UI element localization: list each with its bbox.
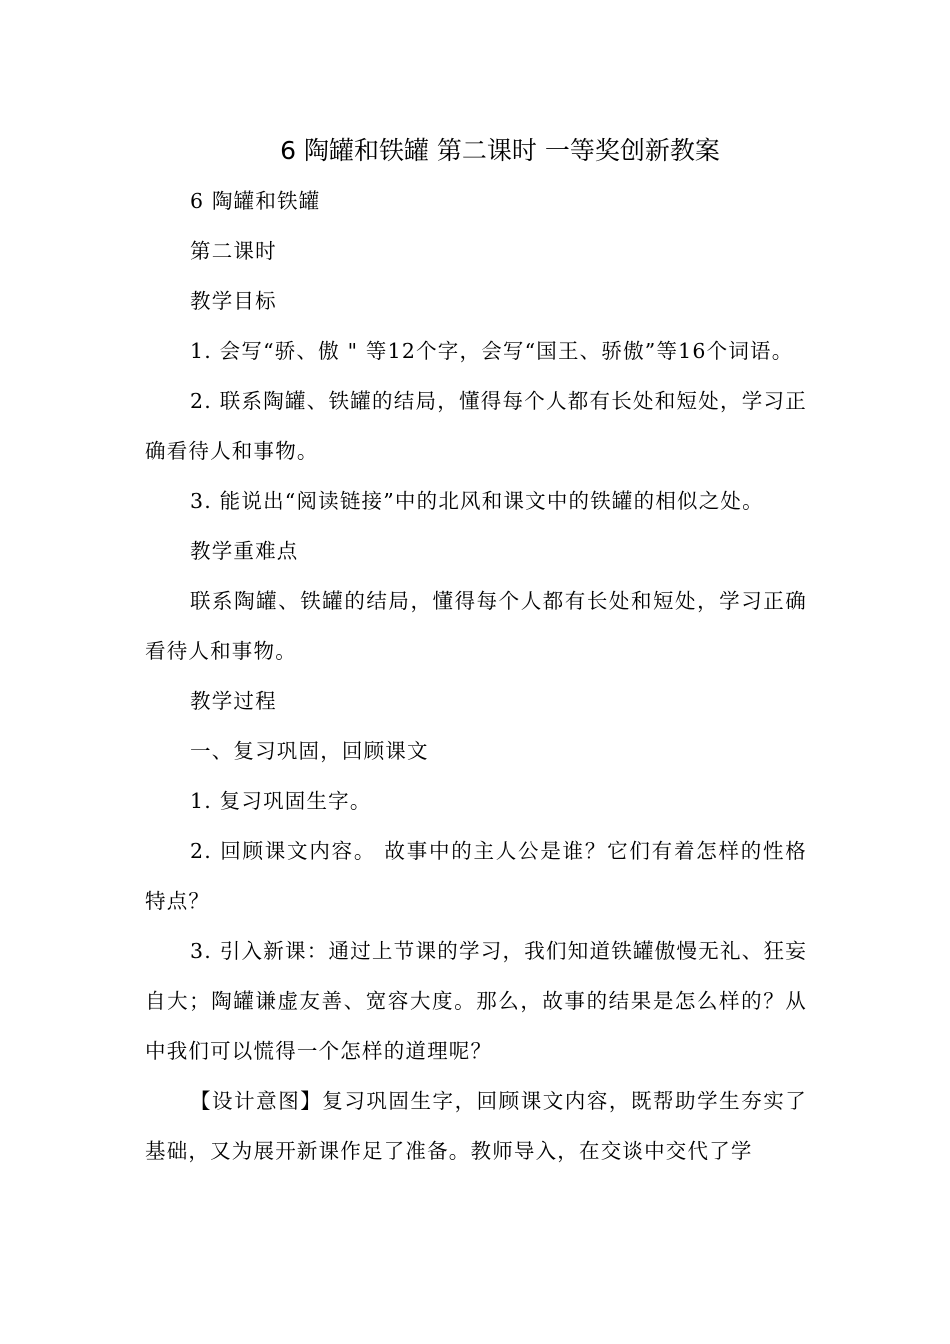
paragraph-key-points: 联系陶罐、铁罐的结局，懂得每个人都有长处和短处，学习正确看待人和事物。 [145,589,807,663]
paragraph-step-2: 2. 回顾课文内容。 故事中的主人公是谁？它们有着怎样的性格特点？ [145,839,807,913]
paragraph-goal-3: 3. 能说出“阅读链接”中的北风和课文中的铁罐的相似之处。 [190,489,764,513]
paragraph-goals-heading: 教学目标 [190,289,277,313]
paragraph-goal-1: 1. 会写“骄、傲 " 等12个字，会写“国王、骄傲”等16个词语。 [190,339,794,363]
paragraph-goal-2: 2. 联系陶罐、铁罐的结局，懂得每个人都有长处和短处，学习正确看待人和事物。 [145,389,807,463]
paragraph-period: 第二课时 [190,239,277,263]
document-body [145,176,807,1176]
paragraph-step-1: 1. 复习巩固生字。 [190,789,372,813]
paragraph-step-3: 3. 引入新课：通过上节课的学习，我们知道铁罐傲慢无礼、狂妄自大；陶罐谦虚友善、宽容大度。那么，故事的结果是怎么样的？从中我们可以慌得一个怎样的道理呢？ [145,939,807,1063]
paragraph-key-points-heading: 教学重难点 [190,539,299,563]
paragraph-lesson-heading: 6 陶罐和铁罐 [190,189,321,213]
document-title-text: 6 陶罐和铁罐 第二课时 一等奖创新教案 [280,136,720,165]
paragraph-design-intent: 【设计意图】复习巩固生字，回顾课文内容，既帮助学生夯实了基础，又为展开新课作足了准备。教师导入，在交谈中交代了学 [145,1089,807,1163]
paragraph-process-heading: 教学过程 [190,689,277,713]
paragraph-section-1-heading: 一、复习巩固，回顾课文 [190,739,429,763]
document-title [0,131,950,171]
